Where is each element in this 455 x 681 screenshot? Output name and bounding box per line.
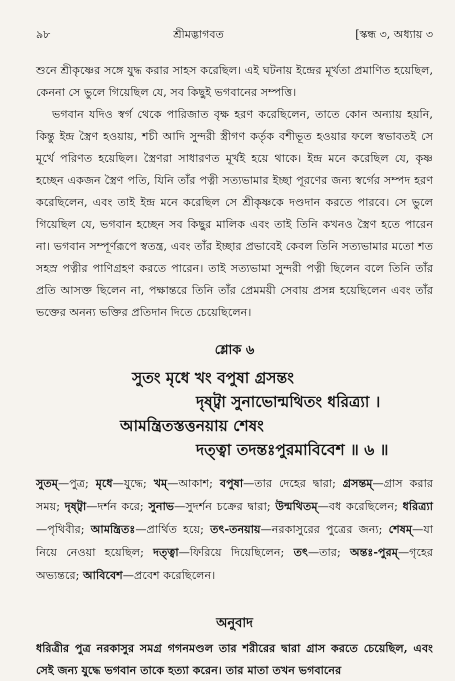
- synonym-word: উন্মথিতম্: [275, 499, 318, 513]
- synonym-meaning: —দর্শন করে;: [86, 500, 149, 513]
- synonym-meaning: —যা নিয়ে নেওয়া হয়েছিল;: [36, 523, 434, 559]
- verse-line: দত্ত্বা তদন্তঃপুরমাবিবেশ ॥ ৬ ॥: [196, 440, 389, 459]
- synonym-word: আবিবেশ: [82, 568, 123, 582]
- verse-line: দৃষ্ট্বা সুনাভোন্মথিতং ধরিত্র্যা ।: [196, 392, 381, 411]
- running-title: শ্রীমদ্ভাগবত: [173, 28, 224, 41]
- synonym-meaning: —পৃথিবীর;: [36, 523, 91, 536]
- synonym-meaning: —নরকাসুরের পুত্রের জন্য;: [260, 523, 389, 536]
- synonym-word: সুতম্: [36, 476, 58, 490]
- synonyms-paragraph: [36, 472, 433, 587]
- synonym-meaning: —প্রবেশ করেছিলেন।: [122, 569, 216, 582]
- synonym-meaning: —পুত্র;: [58, 477, 96, 490]
- synonym-meaning: —ফিরিয়ে দিয়েছিলেন;: [178, 546, 294, 559]
- page-header: [36, 28, 433, 44]
- synonym-meaning: —আকাশ;: [167, 477, 220, 490]
- synonym-word: বপুষা: [219, 476, 244, 490]
- synonym-word: তৎ: [293, 545, 308, 559]
- synonym-word: ধরিত্র্যা: [402, 499, 433, 513]
- synonym-meaning: —তার;: [307, 546, 350, 559]
- synonym-meaning: —সুদর্শন চক্রের দ্বারা;: [174, 500, 276, 513]
- synonym-meaning: —যুদ্ধে;: [112, 477, 154, 490]
- synonym-meaning: —গৃহের অভ্যন্তরে;: [36, 546, 434, 582]
- translation-paragraph: ধরিত্রীর পুত্র নরকাসুর সমগ্র গগনমণ্ডল তার শরীরের দ্বারা গ্রাস করতে চেয়েছিল, এবং সেই জন্য যুদ্ধে ভগবান তাকে হত্যা করেন। তার মাতা তখন ভগবানের: [36, 641, 433, 677]
- verse-line: সুতং মৃধে খং বপুষা গ্রসন্তং: [132, 368, 294, 387]
- page-number: ৯৮: [36, 28, 51, 41]
- synonym-meaning: —প্রার্থিত হয়ে;: [135, 523, 211, 536]
- synonym-word: মৃধে: [95, 476, 113, 490]
- synonym-word: খম্: [153, 476, 168, 490]
- verse-line: আমন্ত্রিতস্তত্তনয়ায় শেষং: [120, 416, 264, 435]
- purport-paragraph: শুনে শ্রীকৃষ্ণের সঙ্গে যুদ্ধ করার সাহস করেছিল। এই ঘটনায় ইন্দ্রের মূর্খতা প্রমাণিত হয়েছিল, কেননা সে ভুলে গিয়েছিল যে, সব কিছুই ভগবানের সম্পত্তি।: [36, 64, 433, 99]
- translation-heading: অনুবাদ: [216, 616, 253, 631]
- synonym-meaning: —তার দেহের দ্বারা;: [243, 477, 343, 490]
- synonym-word: দৃষ্ট্বা: [64, 499, 87, 513]
- synonym-word: তৎ-তনয়ায়: [210, 522, 261, 536]
- synonym-word: দত্ত্বা: [153, 545, 179, 559]
- synonym-meaning: —বধ করেছিলেন;: [317, 500, 403, 513]
- purport-paragraph: ভগবান যদিও স্বর্গ থেকে পারিজাত বৃক্ষ হরণ করেছিলেন, তাতে কোন অন্যায় হয়নি, কিন্তু ইন্দ্র স্ত্রৈণ হওয়ায়, শচী আদি সুন্দরী স্ত্রীগণ কর্তৃক বশীভূত হওয়ার ফলে স্বভাবতই সে মূর্খে পরিণত হয়েছিল। স্ত্রৈণরা সাধারণত মূর্খই হয়ে থাকে। ইন্দ্র মনে করেছিল যে, কৃষ্ণ হচ্ছেন একজন স্ত্রৈণ পতি, যিনি তাঁর পত্নী সত্যভামার ইচ্ছা পূরণের জন্য স্বর্গের সম্পদ হরণ করেছিলেন, এবং তাই ইন্দ্র মনে করেছিল সে শ্রীকৃষ্ণকে দণ্ডদান করতে পারবে। সে ভুলে গিয়েছিল যে, ভগবান হচ্ছেন সব কিছুর মালিক এবং তাই তিনি কখনও স্ত্রৈণ হতে পারেন না। ভগবান সম্পূর্ণরূপে স্বতন্ত্র, এবং তাঁর ইচ্ছার প্রভাবেই কেবল তিনি সত্যভামার মতো শত সহস্র পত্নীর পাণিগ্রহণ করতে পারেন। তাই সত্যভামা সুন্দরী পত্নী ছিলেন বলে তিনি তাঁর প্রতি আসক্ত ছিলেন না, পক্ষান্তরে তিনি তাঁর প্রেমময়ী সেবায় প্রসন্ন হয়েছিলেন এবং তাঁর ভক্তের অনন্য ভক্তির প্রতিদান দিতে চেয়েছিলেন।: [36, 108, 433, 319]
- synonym-word: সুনাভ: [148, 499, 175, 513]
- chapter-reference: [স্কন্ধ ৩, অধ্যায় ৩: [355, 28, 433, 41]
- synonym-word: অন্তঃ-পুরম্: [350, 545, 398, 559]
- translation-text: [36, 637, 433, 681]
- purport-text: [36, 60, 433, 324]
- synonym-meaning: —গ্রাস করার সময়;: [36, 477, 433, 513]
- sanskrit-verse: [36, 366, 433, 462]
- synonym-word: গ্রসন্তম্: [342, 476, 373, 490]
- word-for-word-synonyms: [36, 472, 433, 587]
- synonym-word: আমন্ত্রিতঃ: [90, 522, 136, 536]
- verse-heading: শ্লোক ৬: [214, 343, 255, 358]
- synonym-word: শেষম্: [388, 522, 413, 536]
